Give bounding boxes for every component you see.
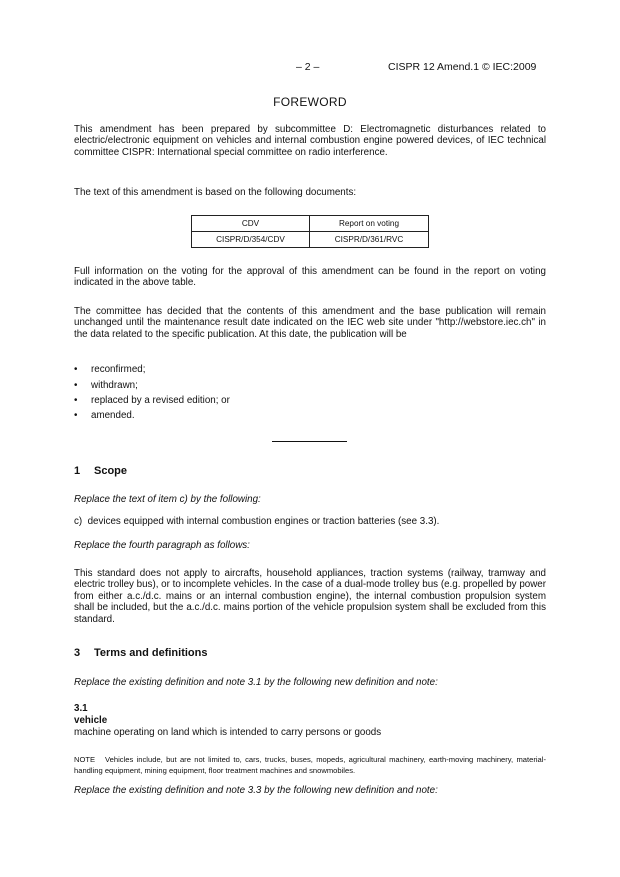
definition-number: 3.1 [74, 703, 88, 714]
section-number: 1 [74, 465, 81, 477]
foreword-paragraph-1: This amendment has been prepared by subcommittee D: Electromagnetic disturbances related to electric/electronic equipment on vehicles and internal combustion engine powered devices, of IEC technical committee CISPR: International special committee on radio interference. [74, 124, 546, 158]
terms-instruction-2: Replace the existing definition and note 3.3 by the following new definition and note: [74, 785, 438, 796]
table-header-cell: Report on voting [310, 216, 429, 232]
section-number: 3 [74, 647, 81, 659]
bullet-icon: • [74, 395, 78, 406]
document-reference: CISPR 12 Amend.1 © IEC:2009 [388, 61, 537, 73]
scope-paragraph: This standard does not apply to aircrafts, household appliances, traction systems (railway, tramway and electric trolley bus), or to incomplete vehicles. In the case of a dual-mode trolley bus (e.g. propelled by power from either a.c./d.c. mains or an internal combustion engine), the internal combustion propulsion system shall be included, but the a.c./d.c. mains portion of the vehicle propulsion system shall be excluded from this standard. [74, 568, 546, 625]
foreword-paragraph-3: Full information on the voting for the approval of this amendment can be found in the report on voting indicated in the above table. [74, 266, 546, 289]
list-item-text: withdrawn; [91, 380, 138, 391]
table-header-row [192, 216, 429, 232]
definition-text: machine operating on land which is intended to carry persons or goods [74, 727, 382, 738]
voting-documents-table [191, 215, 429, 248]
table-cell: CISPR/D/361/RVC [310, 232, 429, 248]
scope-instruction-2: Replace the fourth paragraph as follows: [74, 540, 250, 551]
table-header-cell: CDV [192, 216, 310, 232]
bullet-icon: • [74, 410, 78, 421]
foreword-title: FOREWORD [273, 95, 347, 109]
scope-instruction-1: Replace the text of item c) by the following: [74, 494, 261, 505]
terms-instruction-1: Replace the existing definition and note 3.1 by the following new definition and note: [74, 677, 438, 688]
table-cell: CISPR/D/354/CDV [192, 232, 310, 248]
section-divider [272, 441, 347, 442]
definition-term: vehicle [74, 715, 108, 726]
bullet-icon: • [74, 364, 78, 375]
page-number: – 2 – [296, 61, 320, 73]
table-row [192, 232, 429, 248]
foreword-paragraph-4: The committee has decided that the contents of this amendment and the base publication will remain unchanged until the maintenance result date indicated on the IEC web site under "http://webstore.iec.ch" in the data related to the specific publication. At this date, the publication will be [74, 306, 546, 340]
list-item-text: amended. [91, 410, 135, 421]
definition-note: NOTE Vehicles include, but are not limited to, cars, trucks, buses, mopeds, agricultural machinery, earth-moving machinery, material-handling equipment, mining equipment, floor treatment machines and snowmobiles. [74, 755, 546, 775]
scope-item-c: c) devices equipped with internal combustion engines or traction batteries (see 3.3). [74, 516, 440, 527]
list-item-text: replaced by a revised edition; or [91, 395, 230, 406]
foreword-paragraph-2: The text of this amendment is based on the following documents: [74, 187, 357, 198]
list-item-text: reconfirmed; [91, 364, 146, 375]
section-title: Scope [94, 465, 128, 477]
bullet-icon: • [74, 380, 78, 391]
section-title: Terms and definitions [94, 647, 208, 659]
